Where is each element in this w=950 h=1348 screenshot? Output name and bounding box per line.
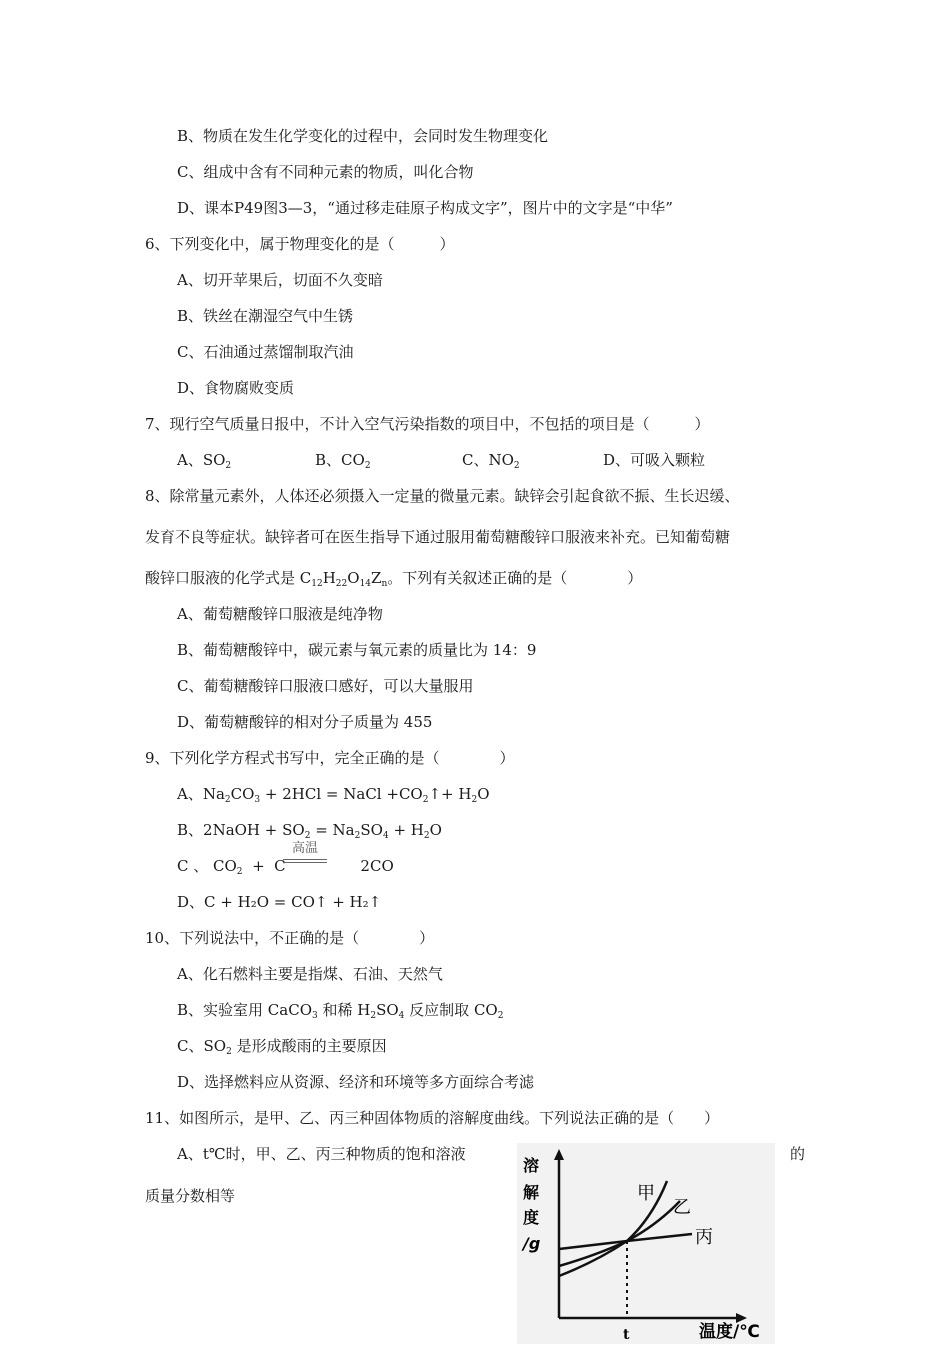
q6-option-d: D、食物腐败变质 [177, 379, 295, 397]
y-label-unit: /g [523, 1234, 541, 1253]
question-8-line-1: 8、除常量元素外，人体还必须摄入一定量的微量元素。缺锌会引起食欲不振、生长迟缓、 [145, 487, 740, 505]
q5-option-b: B、物质在发生化学变化的过程中，会同时发生物理变化 [177, 127, 549, 145]
series-label-jia: 甲 [637, 1183, 655, 1204]
solubility-chart [517, 1143, 775, 1344]
q9-option-b: B、2NaOH + $SO_2 = Na_2SO_4 + H_2O$ [177, 821, 442, 841]
reaction-condition [283, 842, 327, 863]
question-9: 9、下列化学方程式书写中，完全正确的是（ ） [145, 749, 515, 767]
question-8-line-2: 发育不良等症状。缺锌者可在医生指导下通过服用葡萄糖酸锌口服液来补充。已知葡萄糖 [145, 528, 731, 546]
q9-option-c: C 、 $CO_2 + C$ 2CO [177, 857, 394, 877]
q8-tail: 。下列有关叙述正确的是（ ） [387, 569, 643, 587]
q7-option-b: B、$CO_2$ [315, 451, 371, 471]
q8-option-a: A、葡萄糖酸锌口服液是纯净物 [177, 605, 383, 623]
x-tick-t: t [623, 1327, 630, 1343]
y-label-char-2: 解 [523, 1183, 540, 1202]
y-axis-arrow [554, 1149, 564, 1160]
solubility-chart-svg [517, 1143, 775, 1344]
q8-option-b: B、葡萄糖酸锌中，碳元素与氧元素的质量比为 14：9 [177, 641, 537, 659]
x-axis-label: 温度/℃ [699, 1322, 760, 1342]
series-label-bing: 丙 [695, 1227, 713, 1248]
equals-bar-bottom [283, 862, 327, 863]
condition-label: 高温 [291, 841, 318, 856]
q11-option-a-de: 的 [790, 1145, 806, 1163]
question-6: 6、下列变化中，属于物理变化的是（ ） [145, 235, 455, 253]
series-label-yi: 乙 [673, 1197, 691, 1218]
q9-option-a: A、$Na_2CO_3 + 2HCl$ = NaCl $+CO_2↑+ H_2O$ [177, 785, 490, 805]
q6-option-b: B、铁丝在潮湿空气中生锈 [177, 307, 354, 325]
q8-option-c: C、葡萄糖酸锌口服液口感好，可以大量服用 [177, 677, 474, 695]
y-label-char-1: 溶 [523, 1156, 540, 1175]
q11-option-a-line-1: A、t℃时，甲、乙、丙三种物质的饱和溶液 [177, 1145, 466, 1163]
question-11: 11、如图所示，是甲、乙、丙三种固体物质的溶解度曲线。下列说法正确的是（ ） [145, 1109, 720, 1127]
q9-option-d: D、C + H₂O = CO↑ + H₂↑ [177, 893, 382, 911]
q10-option-c: C、$SO_2$ 是形成酸雨的主要原因 [177, 1037, 387, 1057]
question-10: 10、下列说法中，不正确的是（ ） [145, 929, 435, 947]
q5-option-c: C、组成中含有不同种元素的物质，叫化合物 [177, 163, 474, 181]
q8-formula-lead: 酸锌口服液的化学式是 C [145, 569, 312, 587]
q6-option-c: C、石油通过蒸馏制取汽油 [177, 343, 354, 361]
q10-option-b: B、实验室用 CaCO$_3$ 和稀 $H_2SO_4$ 反应制取 $CO_2$ [177, 1001, 504, 1021]
q5-option-d: D、课本P49图3—3，“通过移走硅原子构成文字”，图片中的文字是“中华” [177, 199, 673, 217]
q7-option-d: D、可吸入颗粒 [603, 451, 706, 469]
question-8-line-3: 酸锌口服液的化学式是 $C_{12}H_{22}O_{14}Z_n$。下列有关叙述正确的是（ ） [145, 569, 643, 589]
q7-options [0, 451, 950, 469]
q11-option-a-line-2: 质量分数相等 [145, 1187, 236, 1205]
question-7: 7、现行空气质量日报中，不计入空气污染指数的项目中，不包括的项目是（ ） [145, 415, 710, 433]
y-label-char-3: 度 [523, 1208, 540, 1227]
q7-option-a: A、$SO_2$ [177, 451, 232, 471]
series-bing-curve [559, 1234, 692, 1249]
series-yi-curve [559, 1201, 680, 1266]
q10-option-d: D、选择燃料应从资源、经济和环境等多方面综合考滤 [177, 1073, 535, 1091]
q10-option-a: A、化石燃料主要是指煤、石油、天然气 [177, 965, 443, 983]
equals-bar-top [283, 859, 327, 860]
q7-option-c: C、$NO_2$ [462, 451, 520, 471]
q6-option-a: A、切开苹果后，切面不久变暗 [177, 271, 383, 289]
q8-option-d: D、葡萄糖酸锌的相对分子质量为 455 [177, 713, 433, 731]
